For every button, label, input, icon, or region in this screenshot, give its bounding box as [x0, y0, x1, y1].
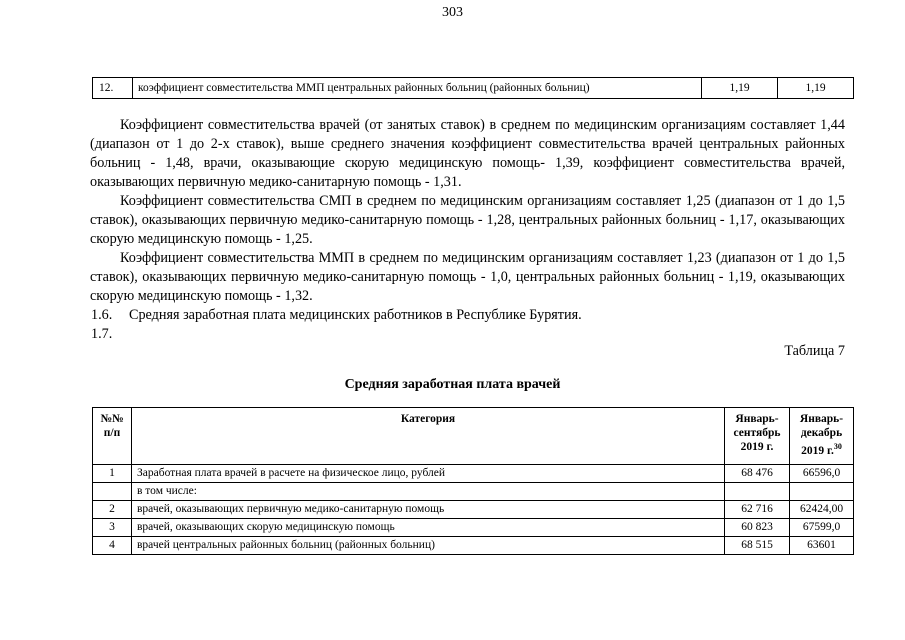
row-number: 2 [93, 501, 132, 519]
row-value-2: 67599,0 [790, 519, 854, 537]
row-value-2: 1,19 [778, 78, 854, 99]
row-category: Заработная плата врачей в расчете на физическое лицо, рублей [132, 465, 725, 483]
row-value-2: 62424,00 [790, 501, 854, 519]
coefficient-table [92, 77, 854, 99]
section-title: Средняя заработная плата медицинских работников в Республике Бурятия. [129, 307, 582, 323]
footnote-marker: 30 [833, 442, 842, 451]
table-row [93, 537, 854, 555]
row-category: врачей, оказывающих скорую медицинскую помощь [132, 519, 725, 537]
page-number: 303 [442, 5, 463, 20]
header-period-1: Январь-сентябрь 2019 г. [725, 408, 790, 465]
row-value-1 [725, 483, 790, 501]
salary-table [92, 407, 854, 555]
section-heading-1-6 [91, 307, 582, 324]
table-title: Средняя заработная плата врачей [344, 377, 561, 392]
row-value-1: 62 716 [725, 501, 790, 519]
section-heading-1-7 [91, 326, 129, 343]
table-row [93, 78, 854, 99]
row-value-2: 66596,0 [790, 465, 854, 483]
table-caption: Таблица 7 [784, 343, 845, 359]
row-category: в том числе: [132, 483, 725, 501]
row-value-1: 60 823 [725, 519, 790, 537]
table-row [93, 501, 854, 519]
header-period-2-label: Январь-декабрь 2019 г. [799, 413, 844, 457]
row-number: 12. [93, 78, 133, 99]
section-number: 1.7. [91, 326, 113, 342]
header-category: Категория [132, 408, 725, 465]
paragraph: Коэффициент совместительства ММП в среднем по медицинским организациям составляет 1,23 (диапазон от 1 до 1,5 ставок), оказывающих первичную медико-санитарную помощь - 1,0, центральных районных больниц - 1,19, оказывающих скорую медицинскую помощь - 1,32. [90, 250, 845, 304]
paragraph: Коэффициент совместительства врачей (от занятых ставок) в среднем по медицинским организациям составляет 1,44 (диапазон от 1 до 2-х ставок), выше среднего значения коэффициент совместительства врачей центральных районных больниц - 1,48, врачи, оказывающие скорую медицинскую помощь- 1,39, коэффициент совместительства врачей, оказывающих первичную медико-санитарную помощь - 1,31. [90, 117, 845, 190]
row-value-2: 63601 [790, 537, 854, 555]
paragraph: Коэффициент совместительства СМП в среднем по медицинским организациям составляет 1,25 (диапазон от 1 до 1,5 ставок), оказывающих первичную медико-санитарную помощь - 1,28, центральных районных больниц - 1,17, оказывающих скорую медицинскую помощь - 1,25. [90, 193, 845, 247]
row-value-1: 68 515 [725, 537, 790, 555]
row-value-1: 1,19 [702, 78, 778, 99]
row-value-2 [790, 483, 854, 501]
header-period-2 [790, 408, 854, 465]
body-text [90, 116, 845, 306]
section-number: 1.6. [91, 307, 113, 323]
header-num: №№ п/п [93, 408, 132, 465]
table-header-row [93, 408, 854, 465]
row-value-1: 68 476 [725, 465, 790, 483]
row-number: 3 [93, 519, 132, 537]
row-label: коэффициент совместительства ММП центральных районных больниц (районных больниц) [133, 78, 702, 99]
table-row [93, 519, 854, 537]
table-row [93, 465, 854, 483]
row-category: врачей центральных районных больниц (районных больниц) [132, 537, 725, 555]
row-number: 1 [93, 465, 132, 483]
row-number [93, 483, 132, 501]
table-row [93, 483, 854, 501]
row-category: врачей, оказывающих первичную медико-санитарную помощь [132, 501, 725, 519]
row-number: 4 [93, 537, 132, 555]
